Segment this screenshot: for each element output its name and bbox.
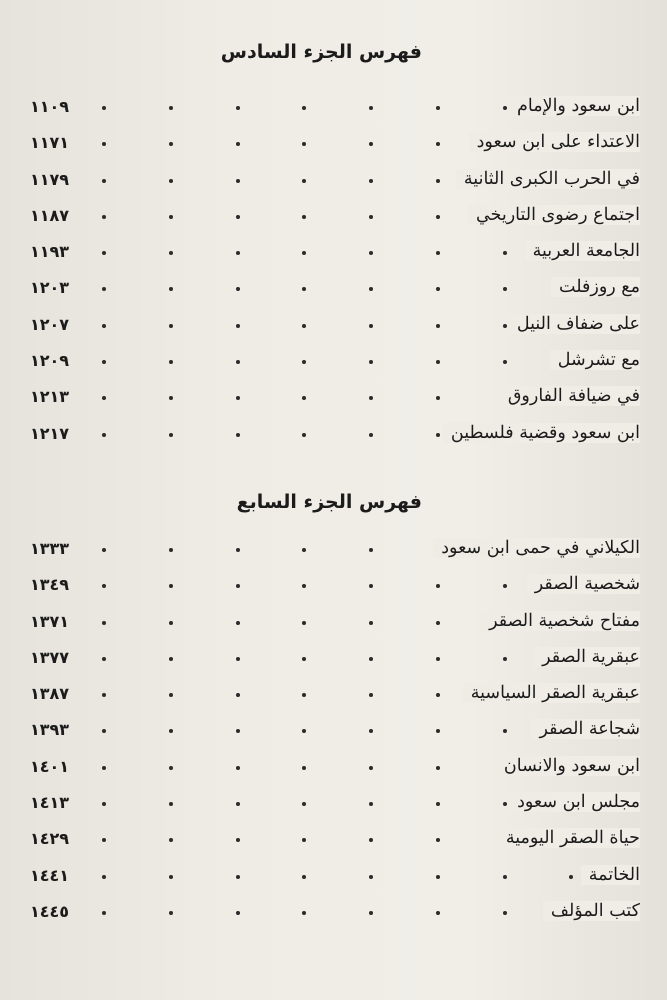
leader-dot [169,215,173,219]
leader-dot [369,875,373,879]
entry-page-number: ١٣٩٣ [30,720,70,740]
entry-page-number: ١١٨٧ [30,205,70,225]
leader-dot [302,287,306,291]
leader-dot [436,215,440,219]
entry-title: الخاتمة [581,865,640,885]
leader-dot [369,142,373,146]
leader-dot [169,396,173,400]
entry-page-number: ١٣٧٧ [30,647,70,667]
leader-dot [369,838,373,842]
leader-dot [436,106,440,110]
entry-title: عبقرية الصقر [534,647,640,667]
toc-entry [30,861,640,897]
leader-dot [102,324,106,328]
entry-page-number: ١١٠٩ [30,97,70,116]
leader-dot [503,324,507,328]
leader-dot [369,766,373,770]
leader-dot [302,396,306,400]
entry-title: مع روزفلت [551,277,640,297]
entry-title: شجاعة الصقر [531,719,640,739]
toc-entry [30,92,640,128]
leader-dot [369,287,373,291]
dot-leader [102,870,640,884]
leader-dot [302,729,306,733]
entry-title: في ضيافة الفاروق [500,386,640,406]
leader-dot [102,729,106,733]
leader-dot [169,838,173,842]
leader-dot [102,106,106,110]
leader-dot [169,324,173,328]
entry-title: ابن سعود والانسان [496,756,640,776]
leader-dot [102,875,106,879]
leader-dot [169,621,173,625]
leader-dot [169,802,173,806]
leader-dot [102,548,106,552]
leader-dot [369,621,373,625]
leader-dot [503,911,507,915]
leader-dot [369,802,373,806]
section-title-part-6: فهرس الجزء السادس [220,41,422,63]
leader-dot [102,287,106,291]
leader-dot [436,324,440,328]
toc-entry [30,897,640,933]
leader-dot [236,106,240,110]
leader-dot [503,287,507,291]
leader-dot [569,875,573,879]
leader-dot [302,142,306,146]
leader-dot [102,433,106,437]
leader-dot [102,360,106,364]
leader-dot [236,584,240,588]
entry-title: الجامعة العربية [525,241,640,261]
leader-dot [436,838,440,842]
leader-dot [369,179,373,183]
leader-dot [236,875,240,879]
entry-title: كتب المؤلف [543,901,640,921]
leader-dot [236,433,240,437]
toc-entry [30,570,640,606]
entry-page-number: ١٤٢٩ [30,829,70,849]
leader-dot [102,802,106,806]
toc-entry [30,607,640,643]
entry-page-number: ١١٧٩ [30,169,70,189]
leader-dot [102,838,106,842]
leader-dot [169,729,173,733]
leader-dot [102,766,106,770]
leader-dot [436,766,440,770]
entry-title: شخصية الصقر [527,574,640,594]
leader-dot [369,360,373,364]
leader-dot [503,729,507,733]
leader-dot [369,911,373,915]
leader-dot [436,621,440,625]
leader-dot [236,729,240,733]
leader-dot [236,324,240,328]
entry-page-number: ١٢٠٧ [30,314,70,334]
leader-dot [369,729,373,733]
entry-page-number: ١٤١٣ [30,793,70,813]
leader-dot [503,802,507,806]
leader-dot [369,433,373,437]
leader-dot [302,179,306,183]
entry-page-number: ١٢١٣ [30,387,70,407]
leader-dot [302,215,306,219]
toc-entry [30,419,640,455]
toc-entry [30,165,640,201]
leader-dot [503,584,507,588]
entry-page-number: ١٢١٧ [30,423,70,443]
leader-dot [236,251,240,255]
entry-title: الاعتداء على ابن سعود [469,132,640,152]
leader-dot [302,433,306,437]
toc-entry [30,679,640,715]
leader-dot [436,433,440,437]
toc-entry [30,273,640,309]
leader-dot [236,911,240,915]
entry-page-number: ١٣٣٣ [30,539,70,558]
leader-dot [236,287,240,291]
toc-entry [30,382,640,418]
leader-dot [436,142,440,146]
leader-dot [236,215,240,219]
leader-dot [169,584,173,588]
entry-title: مفتاح شخصية الصقر [481,611,640,631]
entry-page-number: ١٣٧١ [30,611,70,631]
leader-dot [236,179,240,183]
leader-dot [169,875,173,879]
entry-title: الكيلاني في حمى ابن سعود [433,538,640,558]
leader-dot [436,729,440,733]
entry-page-number: ١١٧١ [30,133,70,153]
leader-dot [369,548,373,552]
leader-dot [369,324,373,328]
leader-dot [503,360,507,364]
leader-dot [302,693,306,697]
leader-dot [302,657,306,661]
entry-page-number: ١١٩٣ [30,242,70,262]
entry-title: حياة الصقر اليومية [498,828,640,848]
entry-page-number: ١٤٤٥ [30,901,70,921]
leader-dot [369,396,373,400]
leader-dot [369,106,373,110]
leader-dot [369,251,373,255]
leader-dot [236,142,240,146]
leader-dot [102,584,106,588]
leader-dot [503,875,507,879]
leader-dot [169,693,173,697]
leader-dot [102,693,106,697]
leader-dot [369,215,373,219]
leader-dot [302,875,306,879]
leader-dot [436,657,440,661]
entry-page-number: ١٢٠٩ [30,351,70,371]
leader-dot [369,693,373,697]
leader-dot [102,396,106,400]
leader-dot [102,215,106,219]
toc-entry [30,128,640,164]
toc-entry [30,752,640,788]
entry-title: على ضفاف النيل [509,314,640,334]
leader-dot [236,396,240,400]
leader-dot [503,251,507,255]
leader-dot [169,360,173,364]
leader-dot [503,657,507,661]
leader-dot [169,911,173,915]
leader-dot [436,693,440,697]
leader-dot [436,911,440,915]
entry-title: ابن سعود والإمام [509,96,640,116]
leader-dot [302,838,306,842]
leader-dot [102,251,106,255]
leader-dot [436,584,440,588]
toc-entry [30,788,640,824]
entry-title: في الحرب الكبرى الثانية [456,169,640,189]
toc-list-part-7 [30,534,640,933]
leader-dot [302,251,306,255]
toc-entry [30,201,640,237]
leader-dot [369,657,373,661]
leader-dot [102,621,106,625]
leader-dot [436,802,440,806]
leader-dot [169,106,173,110]
leader-dot [302,802,306,806]
leader-dot [436,287,440,291]
leader-dot [236,621,240,625]
leader-dot [102,911,106,915]
leader-dot [236,838,240,842]
leader-dot [169,251,173,255]
leader-dot [169,179,173,183]
entry-title: مجلس ابن سعود [509,792,640,812]
leader-dot [236,548,240,552]
leader-dot [169,433,173,437]
leader-dot [169,766,173,770]
entry-title: مع تشرشل [550,350,640,370]
leader-dot [102,179,106,183]
leader-dot [302,766,306,770]
leader-dot [236,693,240,697]
entry-page-number: ١٤٠١ [30,756,70,776]
toc-entry [30,346,640,382]
leader-dot [369,584,373,588]
leader-dot [102,142,106,146]
leader-dot [302,621,306,625]
leader-dot [302,324,306,328]
leader-dot [436,251,440,255]
leader-dot [169,287,173,291]
leader-dot [169,142,173,146]
leader-dot [436,875,440,879]
leader-dot [436,360,440,364]
toc-list-part-6 [30,92,640,455]
leader-dot [302,584,306,588]
entry-page-number: ١٣٤٩ [30,575,70,595]
entry-page-number: ١٤٤١ [30,865,70,885]
leader-dot [302,548,306,552]
leader-dot [236,802,240,806]
leader-dot [236,360,240,364]
toc-entry [30,237,640,273]
entry-page-number: ١٣٨٧ [30,684,70,704]
section-title-part-7: فهرس الجزء السابع [236,491,422,513]
entry-title: ابن سعود وقضية فلسطين [443,423,640,443]
leader-dot [436,396,440,400]
leader-dot [302,106,306,110]
entry-title: عبقرية الصقر السياسية [463,683,640,703]
leader-dot [302,360,306,364]
entry-title: اجتماع رضوى التاريخي [468,205,640,225]
leader-dot [236,657,240,661]
leader-dot [169,657,173,661]
toc-entry [30,534,640,570]
leader-dot [436,179,440,183]
leader-dot [169,548,173,552]
leader-dot [102,657,106,661]
leader-dot [302,911,306,915]
leader-dot [236,766,240,770]
entry-page-number: ١٢٠٣ [30,278,70,298]
toc-entry [30,643,640,679]
toc-entry [30,310,640,346]
toc-entry [30,715,640,751]
leader-dot [503,106,507,110]
toc-entry [30,824,640,860]
